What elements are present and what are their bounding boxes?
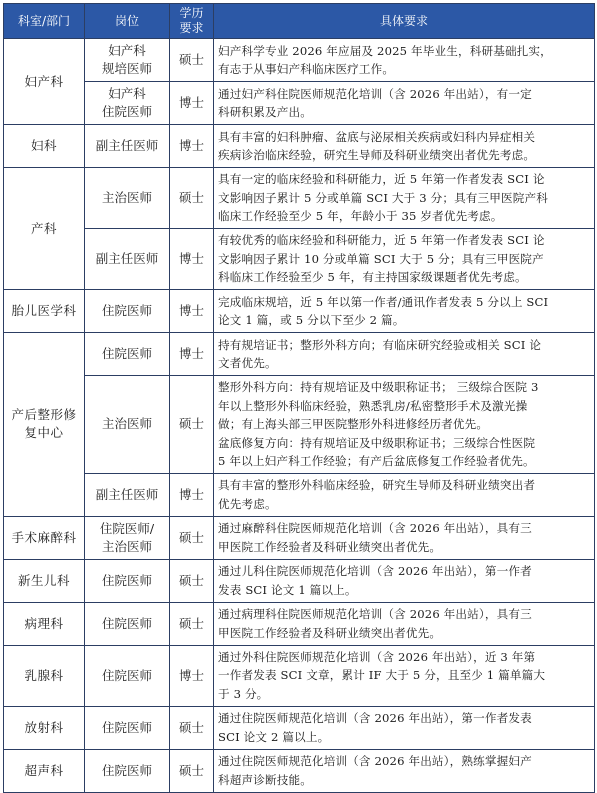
- dept-cell: 超声科: [4, 749, 85, 792]
- degree-cell: 硕士: [170, 602, 214, 645]
- degree-cell: 硕士: [170, 516, 214, 559]
- position-cell: 住院医师: [85, 333, 170, 376]
- position-cell: 住院医师: [85, 749, 170, 792]
- degree-cell: 博士: [170, 473, 214, 516]
- requirement-cell: [214, 168, 595, 229]
- requirement-cell: [214, 376, 595, 474]
- position-cell: 副主任医师: [85, 125, 170, 168]
- requirement-line: 通过外科住院医师规范化培训（含 2026 年出站），近 3 年第: [218, 649, 536, 664]
- degree-cell: 硕士: [170, 559, 214, 602]
- requirement-cell: [214, 39, 595, 82]
- requirement-line: 甲医院工作经验者及科研业绩突出者优先。: [218, 539, 442, 554]
- requirement-line: 文影响因子累计 10 分或单篇 SCI 大于 5 分；具有三甲医院产: [218, 251, 544, 266]
- table-row: [4, 290, 595, 333]
- requirement-line: 文者优先。: [218, 356, 277, 370]
- requirement-line: 做；有上海头部三甲医院整形外科进修经历者优先。: [218, 417, 489, 431]
- degree-cell: 博士: [170, 645, 214, 706]
- position-line: 妇产科: [108, 43, 146, 58]
- requirement-line: 科研积累及产出。: [218, 105, 312, 119]
- requirement-line: 妇产科学专业 2026 年应届及 2025 年毕业生，科研基础扎实，: [218, 43, 552, 58]
- requirement-line: 科超声诊断技能。: [218, 772, 312, 787]
- requirement-line: 优先考虑。: [218, 496, 277, 511]
- position-cell: [85, 39, 170, 82]
- position-cell: [85, 516, 170, 559]
- dept-line: 产后整形修: [11, 407, 77, 423]
- requirement-line: 通过妇产科住院医师规范化培训（含 2026 年出站），有一定: [218, 86, 532, 101]
- requirement-line: 通过住院医师规范化培训（含 2026 年出站），第一作者发表: [218, 711, 532, 725]
- dept-cell: 乳腺科: [4, 645, 85, 706]
- requirement-line: 论文 1 篇，或 5 分以下至少 2 篇。: [218, 313, 405, 327]
- position-line: 住院医师: [101, 104, 152, 119]
- position-cell: 住院医师: [85, 602, 170, 645]
- requirement-line: 具有丰富的整形外科临床经验，研究生导师及科研业绩突出者: [218, 478, 536, 492]
- table-row: [4, 229, 595, 290]
- table-row: [4, 516, 595, 559]
- table-row: [4, 559, 595, 602]
- dept-cell: 放射科: [4, 706, 85, 749]
- table-header-row: [4, 4, 595, 39]
- requirement-line: 整形外科方向：持有规培证及中级职称证书； 三级综合医院 3: [218, 380, 539, 394]
- requirement-line: 年以上整形外科临床经验，熟悉乳房/私密整形手术及激光操: [218, 398, 528, 413]
- position-cell: 住院医师: [85, 290, 170, 333]
- position-cell: 副主任医师: [85, 473, 170, 516]
- position-line: 妇产科: [108, 86, 146, 101]
- degree-cell: 博士: [170, 229, 214, 290]
- degree-cell: 博士: [170, 333, 214, 376]
- degree-cell: 博士: [170, 82, 214, 125]
- requirement-cell: [214, 516, 595, 559]
- header-degree: [170, 4, 214, 39]
- requirement-cell: [214, 473, 595, 516]
- position-cell: 副主任医师: [85, 229, 170, 290]
- header-requirements: 具体要求: [214, 4, 595, 39]
- position-cell: 主治医师: [85, 168, 170, 229]
- requirement-cell: [214, 749, 595, 792]
- table-row: [4, 125, 595, 168]
- requirement-line: 有志于从事妇产科临床医疗工作。: [218, 62, 395, 76]
- position-line: 主治医师: [101, 538, 152, 554]
- table-row: [4, 473, 595, 516]
- requirement-cell: [214, 645, 595, 706]
- dept-cell: 妇产科: [4, 39, 85, 125]
- requirement-cell: [214, 559, 595, 602]
- requirement-line: 科临床工作经验至少 5 年，有主持国家级课题者优先考虑。: [218, 270, 527, 285]
- table-row: [4, 168, 595, 229]
- dept-cell: 产科: [4, 168, 85, 290]
- header-degree-l1: 学历: [179, 6, 204, 20]
- requirement-line: 有较优秀的临床经验和科研能力，近 5 年第一作者发表 SCI 论: [218, 233, 545, 248]
- requirement-line: 完成临床规培，近 5 年以第一作者/通讯作者发表 5 分以上 SCI: [218, 294, 549, 309]
- position-cell: 住院医师: [85, 645, 170, 706]
- requirement-line: 通过麻醉科住院医师规范化培训（含 2026 年出站），具有三: [218, 521, 532, 535]
- dept-cell: 病理科: [4, 602, 85, 645]
- table-row: [4, 645, 595, 706]
- requirement-cell: [214, 333, 595, 376]
- recruitment-table: [3, 3, 595, 793]
- position-line: 规培医师: [101, 61, 152, 76]
- dept-cell: 妇科: [4, 125, 85, 168]
- table-row: [4, 39, 595, 82]
- requirement-line: 临床工作经验至少 5 年，年龄小于 35 岁者优先考虑。: [218, 209, 503, 224]
- dept-cell: 胎儿医学科: [4, 290, 85, 333]
- requirement-line: 具有丰富的妇科肿瘤、盆底与泌尿相关疾病或妇科内异症相关: [218, 129, 536, 144]
- dept-cell: 手术麻醉科: [4, 516, 85, 559]
- requirement-line: SCI 论文 2 篇以上。: [218, 729, 330, 744]
- position-cell: [85, 82, 170, 125]
- table-row: [4, 82, 595, 125]
- degree-cell: 硕士: [170, 39, 214, 82]
- requirement-line: 文影响因子累计 5 分或单篇 SCI 大于 3 分；具有三甲医院产科: [218, 190, 549, 205]
- position-cell: 住院医师: [85, 706, 170, 749]
- table-row: [4, 376, 595, 474]
- degree-cell: 硕士: [170, 749, 214, 792]
- requirement-line: 通过住院医师规范化培训（含 2026 年出站），熟练掌握妇产: [218, 754, 532, 768]
- degree-cell: 硕士: [170, 706, 214, 749]
- requirement-line: 于 3 分。: [218, 686, 269, 701]
- dept-line: 复中心: [24, 425, 64, 441]
- table-row: [4, 749, 595, 792]
- position-cell: 住院医师: [85, 559, 170, 602]
- requirement-cell: [214, 290, 595, 333]
- dept-cell: [4, 333, 85, 517]
- requirement-line: 具有一定的临床经验和科研能力，近 5 年第一作者发表 SCI 论: [218, 172, 545, 187]
- position-line: 住院医师/: [99, 520, 155, 536]
- requirement-cell: [214, 82, 595, 125]
- requirement-line: 5 年以上妇产科工作经验；有产后盆底修复工作经验者优先。: [218, 454, 535, 468]
- requirement-cell: [214, 706, 595, 749]
- requirement-line: 盆底修复方向：持有规培证及中级职称证书；三级综合性医院: [218, 435, 536, 450]
- requirement-line: 发表 SCI 论文 1 篇以上。: [218, 582, 357, 597]
- requirement-line: 甲医院工作经验者及科研业绩突出者优先。: [218, 625, 442, 640]
- table-row: [4, 333, 595, 376]
- requirement-cell: [214, 125, 595, 168]
- table-row: [4, 706, 595, 749]
- requirement-line: 通过病理科住院医师规范化培训（含 2026 年出站），具有三: [218, 607, 532, 621]
- requirement-cell: [214, 602, 595, 645]
- requirement-line: 疾病诊治临床经验，研究生导师及科研业绩突出者优先考虑。: [218, 148, 536, 162]
- requirement-cell: [214, 229, 595, 290]
- header-position: 岗位: [85, 4, 170, 39]
- requirement-line: 一作者发表 SCI 文章，累计 IF 大于 5 分，且至少 1 篇单篇大: [218, 668, 546, 683]
- table-row: [4, 602, 595, 645]
- header-dept: 科室/部门: [4, 4, 85, 39]
- header-degree-l2: 要求: [179, 21, 204, 35]
- position-cell: 主治医师: [85, 376, 170, 474]
- requirement-line: 通过儿科住院医师规范化培训（含 2026 年出站），第一作者: [218, 564, 532, 578]
- degree-cell: 博士: [170, 290, 214, 333]
- dept-cell: 新生儿科: [4, 559, 85, 602]
- degree-cell: 硕士: [170, 376, 214, 474]
- degree-cell: 博士: [170, 125, 214, 168]
- requirement-line: 持有规培证书；整形外科方向；有临床研究经验或相关 SCI 论: [218, 337, 542, 352]
- degree-cell: 硕士: [170, 168, 214, 229]
